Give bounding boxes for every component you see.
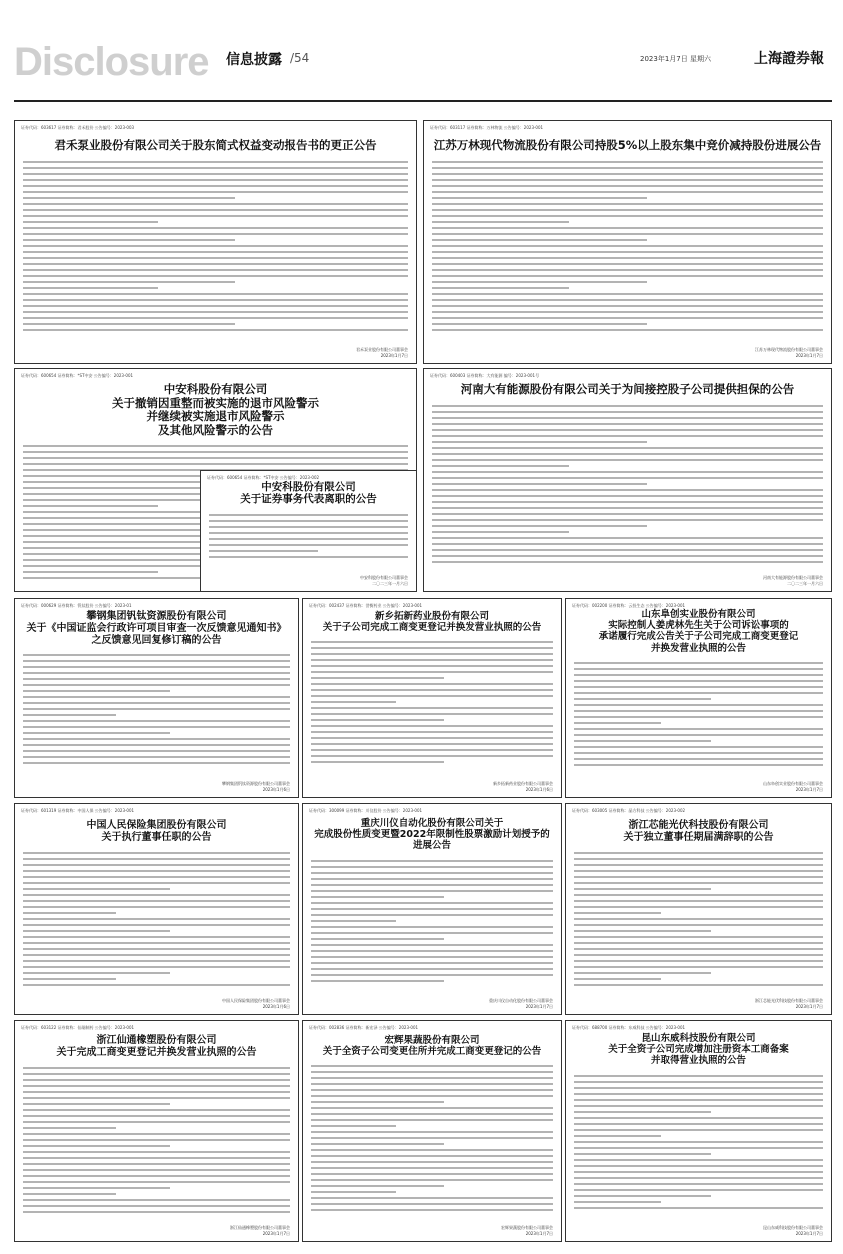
announcement-body-text	[311, 860, 553, 986]
signature-line: 二〇二三年一月六日	[372, 581, 408, 586]
announcement-title	[15, 820, 298, 844]
announcement-7	[302, 598, 562, 798]
title-line: 关于证券事务代表离职的公告	[240, 493, 377, 506]
title-line: 攀钢集团钒钛资源股份有限公司	[86, 611, 227, 622]
announcement-code: 证券代码：300099 证券简称：川仪股份 公告编号：2023-001	[309, 808, 423, 813]
signature-line: 重庆川仪自动化股份有限公司董事会	[489, 998, 553, 1003]
title-line: 昆山东威科技股份有限公司	[641, 1033, 756, 1044]
announcement-title	[424, 139, 831, 153]
signature-line: 二〇二三年一月六日	[787, 581, 823, 586]
announcement-signature	[755, 998, 823, 1010]
section-title: 信息披露	[226, 52, 282, 68]
title-line: 江苏万林现代物流股份有限公司持股5%以上股东集中竞价减持股份进展公告	[433, 138, 822, 152]
title-line: 中安科股份有限公司	[261, 481, 356, 493]
announcement-title	[15, 383, 416, 437]
announcement-body-text	[23, 161, 408, 335]
announcement-code: 证券代码：600403 证券简称：大有能源 编号：2023-001号	[430, 373, 540, 378]
title-line: 并取得营业执照的公告	[650, 1055, 746, 1067]
announcement-signature	[230, 1225, 290, 1237]
title-line: 新乡拓新药业股份有限公司	[374, 611, 489, 622]
announcement-code: 证券代码：603617 证券简称：君禾股份 公告编号：2023-003	[21, 125, 135, 130]
announcement-code: 证券代码：603122 证券简称：仙琚制药 公告编号：2023-001	[21, 1025, 135, 1030]
announcement-12	[14, 1020, 299, 1242]
announcement-11	[565, 803, 832, 1015]
announcement-signature	[763, 781, 823, 793]
title-line: 浙江芯能光伏科技股份有限公司	[628, 820, 769, 831]
signature-line: 君禾泵业股份有限公司董事会	[356, 347, 408, 352]
title-line: 及其他风险警示的公告	[158, 422, 273, 437]
issue-date: 2023年1月7日 星期六	[640, 55, 711, 63]
announcement-body-text	[574, 1075, 823, 1213]
announcement-title	[566, 609, 831, 654]
announcement-code: 证券代码：002200 证券简称：云投生态 公告编号：2023-001	[572, 603, 686, 608]
title-line: 承诺履行完成公告关于子公司完成工商变更登记	[598, 631, 799, 643]
announcement-title	[303, 611, 561, 633]
announcement-title	[303, 1035, 561, 1057]
announcement-code: 证券代码：600654 证券简称：*ST中安 公告编号：2023-002	[207, 475, 320, 480]
signature-line: 攀钢集团钒钛资源股份有限公司董事会	[222, 781, 290, 786]
announcement-signature	[489, 998, 553, 1010]
announcement-body-text	[23, 852, 290, 990]
section-logo: Disclosure	[14, 40, 209, 84]
announcement-body-text	[574, 852, 823, 990]
signature-line: 2023年1月7日	[795, 1231, 823, 1236]
title-line: 山东阜创实业股份有限公司	[641, 609, 756, 620]
announcement-body-text	[432, 405, 823, 567]
title-line: 关于全资子公司完成增加注册资本工商备案	[608, 1044, 789, 1056]
signature-line: 2023年1月7日	[525, 1004, 553, 1009]
announcement-code: 证券代码：688700 证券简称：东威科技 公告编号：2023-001	[572, 1025, 686, 1030]
announcement-body-text	[432, 161, 823, 335]
announcement-code: 证券代码：002836 证券简称：新宏泽 公告编号：2023-001	[309, 1025, 419, 1030]
announcement-1	[14, 120, 417, 364]
announcement-code: 证券代码：002437 证券简称：誉衡药业 公告编号：2023-001	[309, 603, 423, 608]
signature-line: 中安科股份有限公司董事会	[360, 575, 408, 580]
title-line: 重庆川仪自动化股份有限公司关于	[360, 818, 504, 829]
signature-line: 2023年1月7日	[795, 1004, 823, 1009]
signature-line: 新乡拓新药业股份有限公司董事会	[493, 781, 553, 786]
announcement-signature	[356, 347, 408, 359]
announcement-title	[566, 820, 831, 844]
title-line: 之反馈意见回复修订稿的公告	[91, 634, 222, 646]
announcement-signature	[222, 998, 290, 1010]
announcement-title	[424, 383, 831, 397]
title-line: 关于独立董事任期届满辞职的公告	[623, 831, 774, 843]
announcement-title	[303, 818, 561, 852]
title-line: 并继续被实施退市风险警示	[146, 409, 285, 424]
announcement-6	[14, 598, 299, 798]
header-rule	[14, 100, 832, 102]
signature-line: 浙江仙通橡塑股份有限公司董事会	[230, 1225, 290, 1230]
announcement-body-text	[209, 514, 408, 562]
title-line: 关于子公司完成工商变更登记并换发营业执照的公告	[322, 622, 542, 634]
signature-line: 江苏万林现代物流股份有限公司董事会	[755, 347, 823, 352]
announcement-title	[15, 1035, 298, 1059]
title-line: 并换发营业执照的公告	[650, 642, 746, 654]
announcement-body-text	[23, 1067, 290, 1217]
signature-line: 浙江芯能光伏科技股份有限公司董事会	[755, 998, 823, 1003]
announcement-code: 证券代码：603005 证券简称：晶方科技 公告编号：2023-002	[572, 808, 686, 813]
announcement-body-text	[574, 662, 823, 770]
announcement-code: 证券代码：601319 证券简称：中国人保 公告编号：2023-001	[21, 808, 135, 813]
announcement-2	[423, 120, 832, 364]
announcement-5	[200, 470, 417, 592]
title-line: 关于执行董事任职的公告	[101, 831, 212, 843]
signature-line: 2023年1月7日	[380, 353, 408, 358]
announcement-signature	[360, 575, 408, 587]
announcement-signature	[763, 575, 823, 587]
announcement-14	[565, 1020, 832, 1242]
signature-line: 2023年1月7日	[262, 1231, 290, 1236]
announcement-signature	[755, 347, 823, 359]
announcement-10	[302, 803, 562, 1015]
announcement-13	[302, 1020, 562, 1242]
title-line: 关于完成工商变更登记并换发营业执照的公告	[56, 1046, 257, 1058]
page-number: /54	[290, 51, 310, 65]
title-line: 关于《中国证监会行政许可项目审查一次反馈意见通知书》	[26, 622, 287, 634]
announcement-body-text	[311, 1065, 553, 1215]
title-line: 进展公告	[412, 840, 451, 852]
title-line: 河南大有能源股份有限公司关于为间接控股子公司提供担保的公告	[460, 382, 795, 396]
announcement-body-text	[311, 641, 553, 767]
signature-line: 山东阜创实业股份有限公司董事会	[763, 781, 823, 786]
title-line: 完成股份性质变更暨2022年限制性股票激励计划授予的	[314, 829, 550, 841]
signature-line: 2023年1月7日	[795, 353, 823, 358]
title-line: 君禾泵业股份有限公司关于股东简式权益变动报告书的更正公告	[54, 138, 377, 152]
title-line: 宏辉果蔬股份有限公司	[384, 1035, 480, 1046]
announcement-title	[566, 1033, 831, 1067]
signature-line: 2023年1月6日	[262, 787, 290, 792]
announcement-title	[15, 139, 416, 153]
signature-line: 2023年1月7日	[525, 1231, 553, 1236]
announcement-code: 证券代码：603117 证券简称：万林物流 公告编号：2023-001	[430, 125, 544, 130]
announcement-title	[201, 481, 416, 506]
signature-line: 河南大有能源股份有限公司董事会	[763, 575, 823, 580]
announcement-body-text	[23, 654, 290, 768]
announcement-title	[15, 611, 298, 646]
title-line: 浙江仙通橡塑股份有限公司	[96, 1035, 217, 1046]
announcement-signature	[763, 1225, 823, 1237]
title-line: 中安科股份有限公司	[163, 382, 268, 396]
announcement-4	[423, 368, 832, 592]
announcement-signature	[501, 1225, 553, 1237]
announcement-8	[565, 598, 832, 798]
signature-line: 中国人民保险集团股份有限公司董事会	[222, 998, 290, 1003]
signature-line: 2023年1月6日	[525, 787, 553, 792]
announcement-code: 证券代码：600654 证券简称：*ST中安 公告编号：2023-001	[21, 373, 134, 378]
page-header	[0, 0, 843, 100]
announcement-9	[14, 803, 299, 1015]
signature-line: 昆山东威科技股份有限公司董事会	[763, 1225, 823, 1230]
signature-line: 宏辉果蔬股份有限公司董事会	[501, 1225, 553, 1230]
announcement-signature	[222, 781, 290, 793]
signature-line: 2023年1月6日	[262, 1004, 290, 1009]
title-line: 关于撤销因重整而被实施的退市风险警示	[112, 395, 319, 410]
announcement-signature	[493, 781, 553, 793]
signature-line: 2023年1月7日	[795, 787, 823, 792]
title-line: 实际控制人姜虎林先生关于公司诉讼事项的	[608, 620, 789, 632]
newspaper-brand: 上海證券報	[754, 51, 824, 67]
announcement-code: 证券代码：000629 证券简称：钒钛股份 公告编号：2023-01	[21, 603, 132, 608]
title-line: 中国人民保险集团股份有限公司	[86, 820, 227, 831]
title-line: 关于全资子公司变更住所并完成工商变更登记的公告	[322, 1046, 542, 1058]
